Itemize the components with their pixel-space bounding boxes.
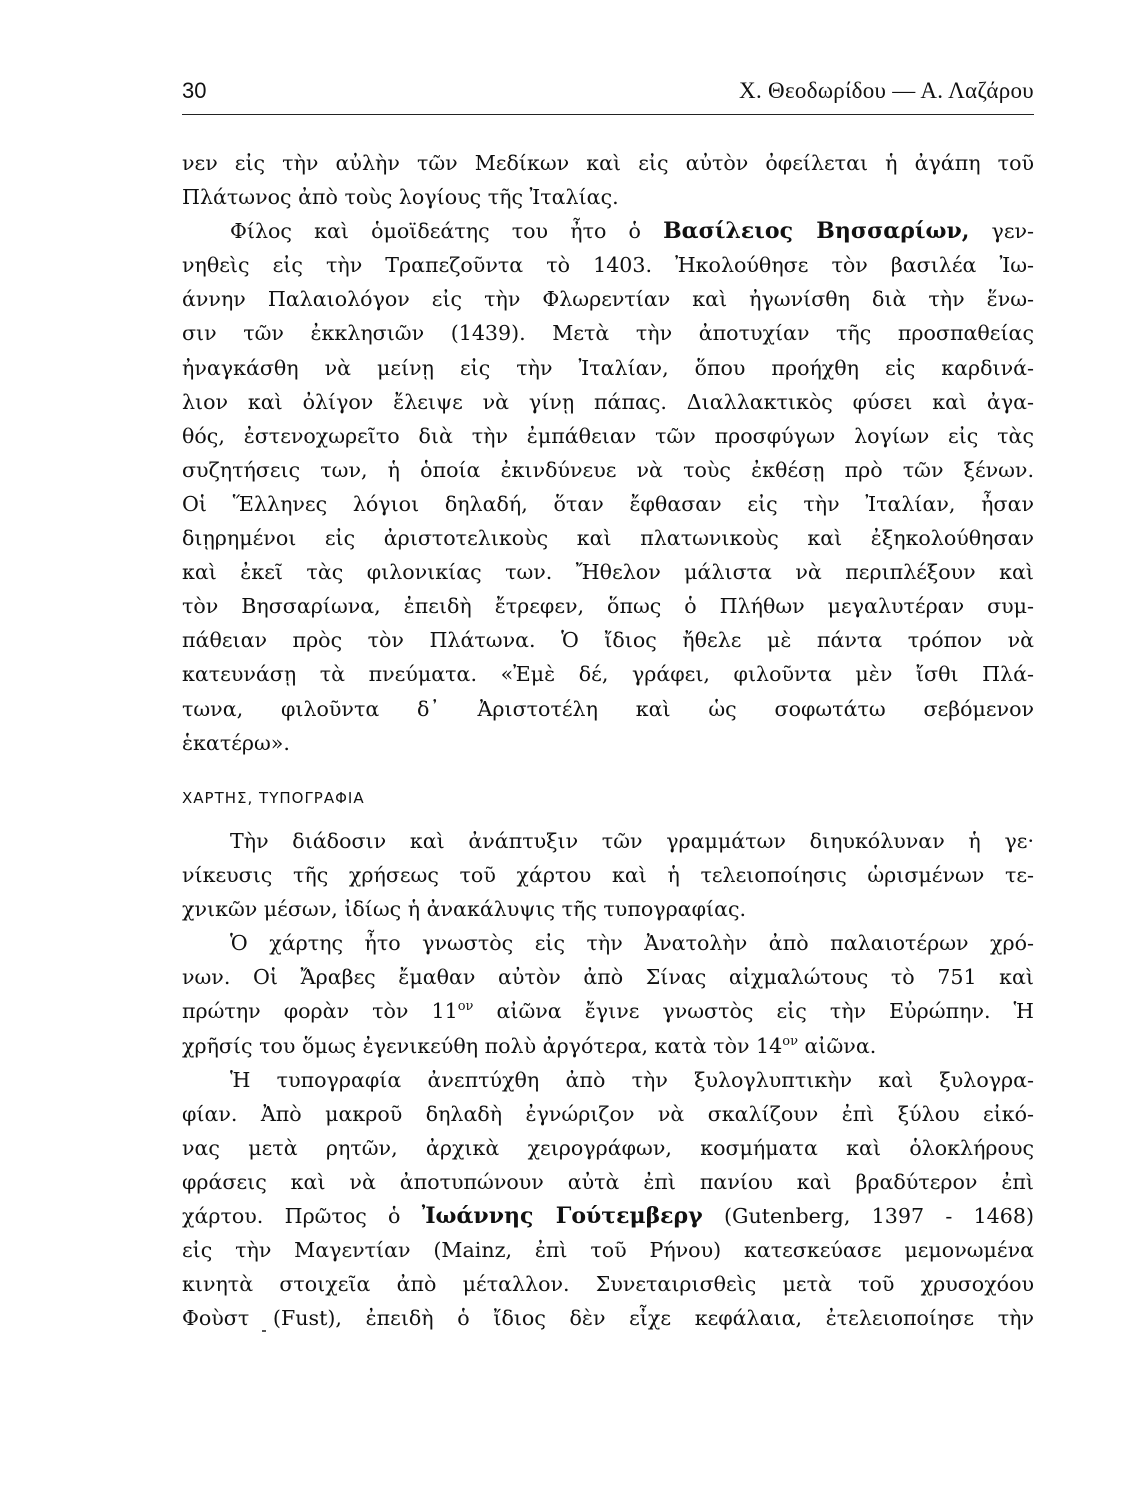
text-line-century — [182, 994, 1034, 1028]
name-gutenberg: Ἰωάννης Γούτεμβεργ — [421, 1203, 703, 1230]
text-line: νεν εἰς τὴν αὐλὴν τῶν Μεδίκων καὶ εἰς αὐτὸν ὀφείλεται ἡ ἀγάπη τοῦ — [182, 151, 1034, 175]
text-span: γεν- — [969, 219, 1034, 244]
text-span: χάρτου. Πρῶτος ὁ — [182, 1204, 422, 1229]
text-span: πρώτην φορὰν τὸν 11 — [182, 999, 458, 1024]
text-line: διῃρημένοι εἰς ἀριστοτελικοὺς καὶ πλατωνικοὺς καὶ ἐξηκολούθησαν — [182, 526, 1034, 551]
text-line: τὸν Βησσαρίωνα, ἐπειδὴ ἔτρεφεν, ὅπως ὁ Πλήθων μεγαλυτέραν συμ- — [182, 594, 1034, 619]
text-line: φίαν. Ἀπὸ μακροῦ δηλαδὴ ἐγνώριζον νὰ σκαλίζουν ἐπὶ ξύλου εἰκό- — [182, 1101, 1034, 1126]
text-line: λιον καὶ ὀλίγον ἔλειψε νὰ γίνῃ πάπας. Διαλλακτικὸς φύσει καὶ ἀγα- — [182, 389, 1034, 414]
text-line: καὶ ἐκεῖ τὰς φιλονικίας των. Ἤθελον μάλιστα νὰ περιπλέξουν καὶ — [182, 560, 1034, 585]
section-text — [182, 824, 1034, 1335]
scan-speck — [262, 1330, 266, 1332]
text-span: αἰῶνα ἔγινε γνωστὸς εἰς τὴν Εὐρώπην. Ἡ — [473, 999, 1034, 1024]
superscript: ον — [782, 1033, 798, 1049]
text-line: σιν τῶν ἐκκλησιῶν (1439). Μετὰ τὴν ἀποτυχίαν τῆς προσπαθείας — [182, 321, 1034, 346]
superscript: ον — [457, 999, 474, 1015]
text-line: φράσεις καὶ νὰ ἀποτυπώνουν αὐτὰ ἐπὶ πανίου καὶ βραδύτερον ἐπὶ — [182, 1169, 1034, 1194]
text-line: εἰς τὴν Μαγεντίαν (Mainz, ἐπὶ τοῦ Ρήνου) κατεσκεύασε μεμονωμένα — [182, 1238, 1034, 1263]
text-line: θός, ἐστενοχωρεῖτο διὰ τὴν ἐμπάθειαν τῶν προσφύγων λογίων εἰς τὰς — [182, 423, 1034, 448]
text-line: Φοὺστ (Fust), ἐπειδὴ ὁ ἴδιος δὲν εἶχε κεφάλαια, ἐτελειοποίησε τὴν — [182, 1306, 1034, 1331]
text-line: Οἱ Ἕλληνες λόγιοι δηλαδή, ὅταν ἔφθασαν εἰς τὴν Ἰταλίαν, ἦσαν — [182, 491, 1034, 516]
page-header — [182, 72, 1034, 112]
text-line: νίκευσις τῆς χρήσεως τοῦ χάρτου καὶ ἡ τελειοποίησις ὡρισμένων τε- — [182, 863, 1034, 888]
header-rule — [182, 114, 1034, 115]
text-line: ἑκατέρω». — [182, 730, 290, 755]
text-line: κινητὰ στοιχεῖα ἀπὸ μέταλλον. Συνεταιρισθεὶς μετὰ τοῦ χρυσοχόου — [182, 1272, 1034, 1297]
text-line: Ἡ τυπογραφία ἀνεπτύχθη ἀπὸ τὴν ξυλογλυπτικὴν καὶ ξυλογρα- — [230, 1067, 1034, 1092]
text-line: Ὁ χάρτης ἦτο γνωστὸς εἰς τὴν Ἀνατολὴν ἀπὸ παλαιοτέρων χρό- — [230, 931, 1034, 956]
text-line: χνικῶν μέσων, ἰδίως ἡ ἀνακάλυψις τῆς τυπογραφίας. — [182, 897, 747, 922]
text-line: νηθεὶς εἰς τὴν Τραπεζοῦντα τὸ 1403. Ἠκολούθησε τὸν βασιλέα Ἰω- — [182, 253, 1034, 278]
text-line: πάθειαν πρὸς τὸν Πλάτωνα. Ὁ ἴδιος ἤθελε μὲ πάντα τρόπον νὰ — [182, 628, 1034, 653]
text-line-gutenberg — [182, 1199, 1034, 1233]
text-line-century — [182, 1029, 1034, 1063]
text-line: νων. Οἱ Ἄραβες ἔμαθαν αὐτὸν ἀπὸ Σίνας αἰχμαλώτους τὸ 751 καὶ — [182, 965, 1034, 990]
paragraph-medici — [182, 146, 1034, 760]
name-bessarion: Βασίλειος Βησσαρίων, — [663, 218, 970, 245]
text-line: ἠναγκάσθη νὰ μείνῃ εἰς τὴν Ἰταλίαν, ὅπου προήχθη εἰς καρδινά- — [182, 355, 1034, 380]
text-line: κατευνάσῃ τὰ πνεύματα. «Ἐμὲ δέ, γράφει, φιλοῦντα μὲν ἴσθι Πλά- — [182, 662, 1034, 687]
text-span: αἰῶνα. — [797, 1033, 877, 1058]
text-line: Τὴν διάδοσιν καὶ ἀνάπτυξιν τῶν γραμμάτων διηυκόλυναν ἡ γε· — [230, 829, 1034, 853]
text-span: Φίλος καὶ ὁμοϊδεάτης του ἦτο ὁ — [230, 219, 664, 244]
text-line: νας μετὰ ρητῶν, ἀρχικὰ χειρογράφων, κοσμήματα καὶ ὁλοκλήρους — [182, 1135, 1034, 1160]
text-line-bessarion — [182, 214, 1034, 248]
text-span: (Gutenberg, 1397 - 1468) — [702, 1204, 1034, 1229]
text-span: χρῆσίς του ὅμως ἐγενικεύθη πολὺ ἀργότερα, κατὰ τὸν 14 — [182, 1033, 783, 1058]
section-heading: ΧΑΡΤΗΣ, ΤΥΠΟΓΡΑΦΙΑ — [182, 789, 365, 807]
text-line: τωνα, φιλοῦντα δ᾽ Ἀριστοτέλη καὶ ὡς σοφωτάτω σεβόμενον — [182, 696, 1034, 721]
running-head: Χ. Θεοδωρίδου — Α. Λαζάρου — [739, 78, 1034, 103]
page-number: 30 — [182, 78, 207, 103]
text-line: Πλάτωνος ἀπὸ τοὺς λογίους τῆς Ἰταλίας. — [182, 185, 619, 210]
text-line: άννην Παλαιολόγον εἰς τὴν Φλωρεντίαν καὶ ἠγωνίσθη διὰ τὴν ἕνω- — [182, 287, 1034, 312]
text-line: συζητήσεις των, ἡ ὁποία ἐκινδύνευε νὰ τοὺς ἐκθέσῃ πρὸ τῶν ξένων. — [182, 457, 1034, 482]
